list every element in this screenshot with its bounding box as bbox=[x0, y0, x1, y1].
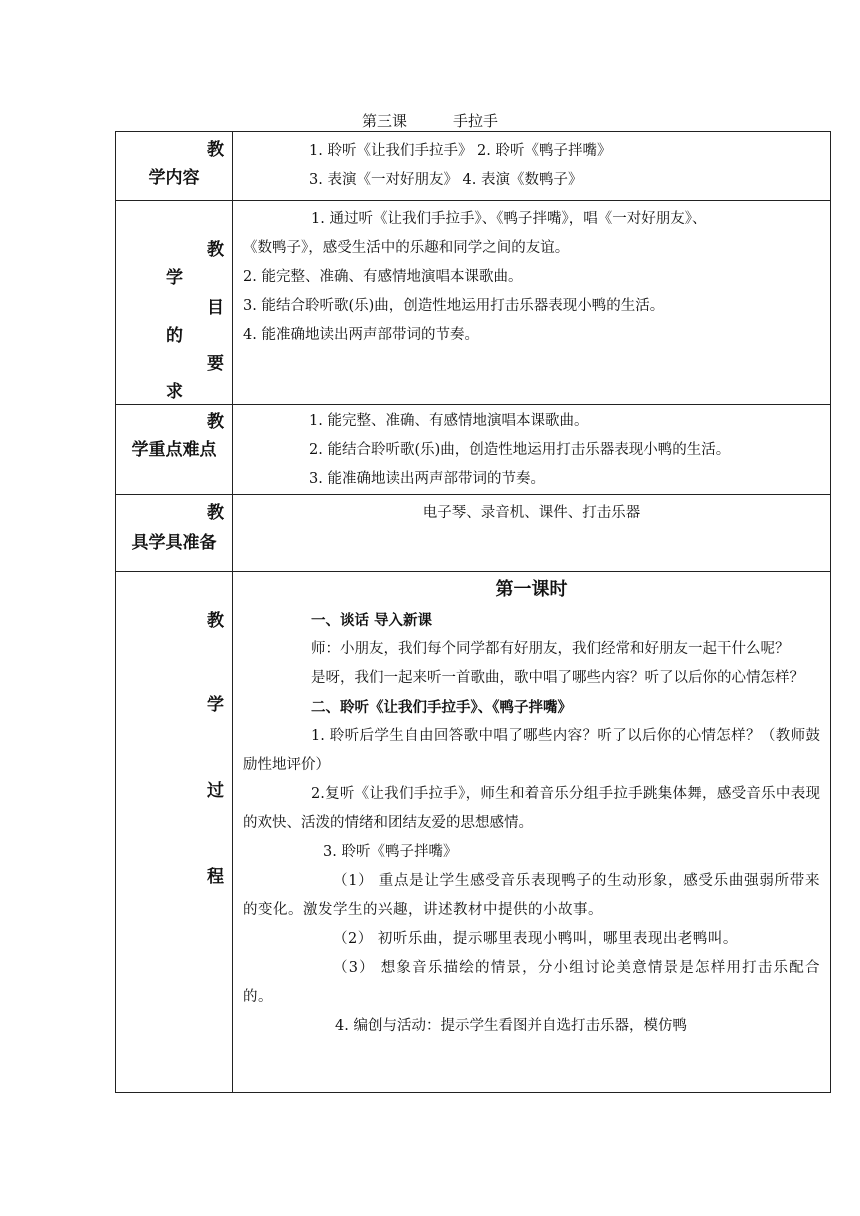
goal-line: 1. 通过听《让我们手拉手》、《鸭子拌嘴》，唱《一对好朋友》、 bbox=[311, 211, 707, 227]
key-points bbox=[233, 405, 831, 495]
label-teaching-process: 教 学 过 程 bbox=[116, 572, 233, 1093]
section-heading: 二、聆听《让我们手拉手》、《鸭子拌嘴》 bbox=[311, 699, 572, 716]
teaching-goals bbox=[233, 201, 831, 405]
period-heading: 第一课时 bbox=[495, 579, 568, 600]
teaching-content bbox=[233, 132, 831, 201]
row-key-points bbox=[116, 405, 831, 495]
goal-line: 4. 能准确地读出两声部带词的节奏。 bbox=[243, 327, 479, 343]
paragraph: （2） 初听乐曲，提示哪里表现小鸭叫，哪里表现出老鸭叫。 bbox=[333, 931, 738, 947]
paragraph: 4. 编创与活动：提示学生看图并自选打击乐器，模仿鸭 bbox=[335, 1018, 687, 1034]
lesson-name: 手拉手 bbox=[453, 112, 499, 130]
paragraph: 是呀，我们一起来听一首歌曲，歌中唱了哪些内容？听了以后你的心情怎样？ bbox=[311, 670, 804, 686]
lesson-plan-table bbox=[115, 131, 831, 1093]
content-line: 3. 表演《一对好朋友》 4. 表演《数鸭子》 bbox=[309, 172, 583, 188]
section-heading: 一、谈话 导入新课 bbox=[311, 612, 433, 629]
lesson-number: 第三课 bbox=[361, 112, 407, 130]
paragraph: 师：小朋友，我们每个同学都有好朋友，我们经常和好朋友一起干什么呢？ bbox=[311, 641, 790, 657]
paragraph: 3. 聆听《鸭子拌嘴》 bbox=[323, 844, 458, 860]
teaching-process bbox=[233, 572, 831, 1093]
row-teaching-goals bbox=[116, 201, 831, 405]
goal-line: 《数鸭子》，感受生活中的乐趣和同学之间的友谊。 bbox=[243, 240, 570, 256]
label-teaching-goals: 教 学 目 的 要 求 bbox=[116, 201, 233, 405]
tools-text: 电子琴、录音机、课件、打击乐器 bbox=[422, 505, 641, 521]
lesson-title bbox=[0, 110, 860, 131]
row-teaching-tools bbox=[116, 495, 831, 572]
goal-line: 2. 能完整、准确、有感情地演唱本课歌曲。 bbox=[243, 269, 523, 285]
key-point-line: 1. 能完整、准确、有感情地演唱本课歌曲。 bbox=[309, 413, 589, 429]
content-line: 1. 聆听《让我们手拉手》 2. 聆听《鸭子拌嘴》 bbox=[309, 143, 612, 159]
row-teaching-process bbox=[116, 572, 831, 1093]
paragraph: 1. 聆听后学生自由回答歌中唱了哪些内容？听了以后你的心情怎样？（教师鼓励性地评价） bbox=[243, 728, 820, 773]
paragraph: 2.复听《让我们手拉手》，师生和着音乐分组手拉手跳集体舞，感受音乐中表现的欢快、活泼的情绪和团结友爱的思想感情。 bbox=[243, 786, 820, 831]
paragraph: （1） 重点是让学生感受音乐表现鸭子的生动形象，感受乐曲强弱所带来的变化。激发学生的兴趣，讲述教材中提供的小故事。 bbox=[243, 873, 820, 918]
teaching-tools bbox=[233, 495, 831, 572]
paragraph: （3） 想象音乐描绘的情景，分小组讨论美意情景是怎样用打击乐配合的。 bbox=[243, 960, 820, 1005]
key-point-line: 3. 能准确地读出两声部带词的节奏。 bbox=[309, 471, 545, 487]
label-teaching-content: 教 学内容 bbox=[116, 132, 233, 201]
key-point-line: 2. 能结合聆听歌(乐)曲，创造性地运用打击乐器表现小鸭的生活。 bbox=[309, 442, 731, 458]
goal-line: 3. 能结合聆听歌(乐)曲，创造性地运用打击乐器表现小鸭的生活。 bbox=[243, 298, 665, 314]
label-teaching-tools: 教 具学具准备 bbox=[116, 495, 233, 572]
label-key-points: 教 学重点难点 bbox=[116, 405, 233, 495]
row-teaching-content bbox=[116, 132, 831, 201]
